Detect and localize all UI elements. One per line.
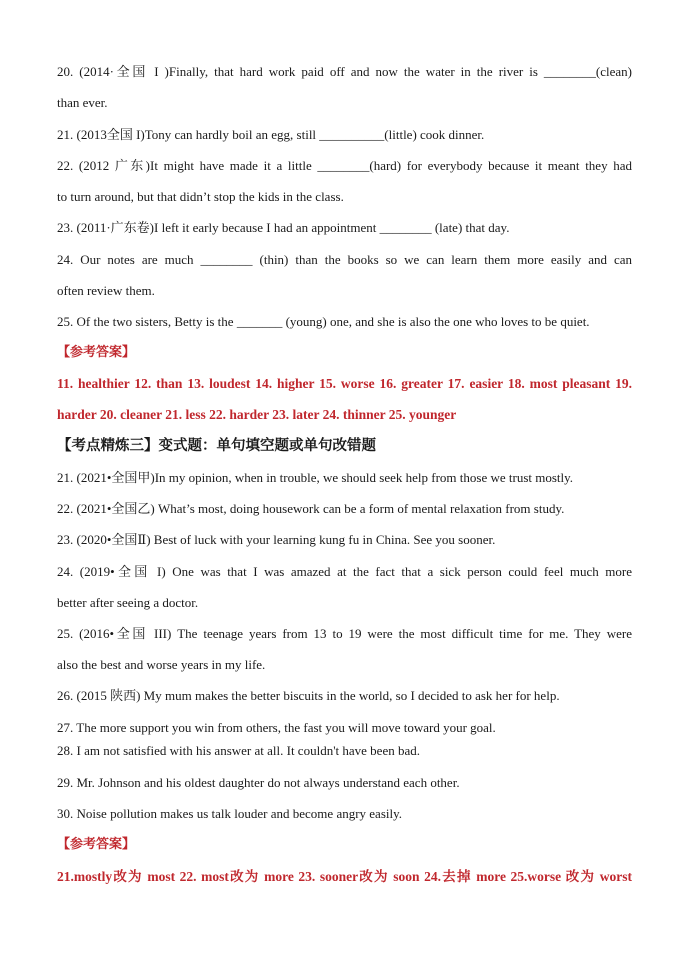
question-22-line-2: to turn around, but that didn’t stop the kids in the class. (57, 189, 344, 204)
answer-key-corrections: 21.mostly改为 most 22. most改为 more 23. sooner改为 soon 24.去掉 more 25.worse 改为 worst (57, 869, 632, 884)
question-20-line-1: 20. (2014·全国 I )Finally, that hard work paid off and now the water in the river is ________(clean) (57, 64, 632, 79)
question-21-variant: 21. (2021•全国甲)In my opinion, when in trouble, we should seek help from those we trust mostly. (57, 470, 574, 485)
question-23-variant: 23. (2020•全国Ⅱ) Best of luck with your learning kung fu in China. See you sooner. (57, 532, 496, 547)
question-25-variant-line-2: also the best and worse years in my life. (57, 657, 266, 672)
question-27: 27. The more support you win from others, the fast you will move toward your goal. (57, 720, 496, 735)
section-heading: 【考点精炼三】变式题：单句填空题或单句改错题 (57, 438, 376, 454)
question-30: 30. Noise pollution makes us talk louder and become angry easily. (57, 806, 403, 821)
question-21: 21. (2013全国 I)Tony can hardly boil an egg, still __________(little) cook dinner. (57, 127, 485, 142)
question-24-line-2: often review them. (57, 283, 155, 298)
question-23: 23. (2011·广东卷)I left it early because I had an appointment ________ (late) that day. (57, 220, 510, 235)
question-29: 29. Mr. Johnson and his oldest daughter do not always understand each other. (57, 775, 460, 790)
question-25: 25. Of the two sisters, Betty is the _______ (young) one, and she is also the one who loves to be quiet. (57, 314, 590, 329)
answer-key-line-2: harder 20. cleaner 21. less 22. harder 23. later 24. thinner 25. younger (57, 407, 457, 422)
question-22-variant: 22. (2021•全国乙) What’s most, doing housework can be a form of mental relaxation from study. (57, 501, 565, 516)
question-25-variant-line-1: 25. (2016•全国 III) The teenage years from 13 to 19 were the most difficult time for me. They were (57, 626, 632, 641)
question-24-line-1: 24. Our notes are much ________ (thin) than the books so we can learn them more easily and can (57, 252, 632, 267)
question-22-line-1: 22. (2012 广东)It might have made it a little ________(hard) for everybody because it meant they had (57, 158, 632, 173)
answer-key-label: 【参考答案】 (57, 345, 136, 360)
question-24-variant-line-2: better after seeing a doctor. (57, 595, 199, 610)
question-26: 26. (2015 陕西) My mum makes the better biscuits in the world, so I decided to ask her for help. (57, 688, 560, 703)
answer-key-line-1: 11. healthier 12. than 13. loudest 14. higher 15. worse 16. greater 17. easier 18. most pleasant 19. (57, 376, 632, 391)
question-28: 28. I am not satisfied with his answer at all. It couldn't have been bad. (57, 743, 420, 758)
question-24-variant-line-1: 24. (2019•全国 I) One was that I was amazed at the fact that a sick person could feel much more (57, 564, 632, 579)
answer-key-label-2: 【参考答案】 (57, 837, 136, 852)
question-20-line-2: than ever. (57, 95, 108, 110)
